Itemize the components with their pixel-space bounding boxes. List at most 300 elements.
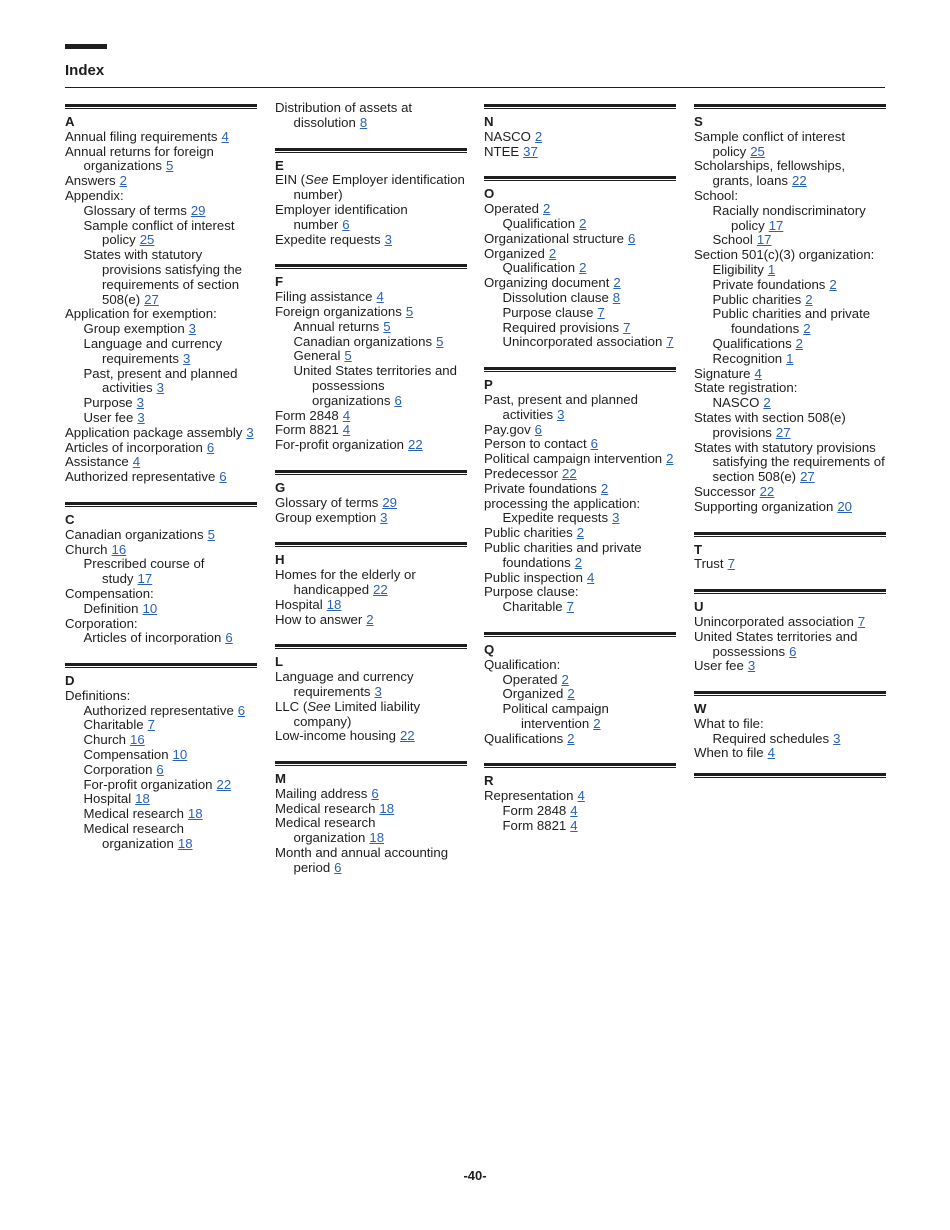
entry-label: Application package assembly xyxy=(65,424,243,440)
index-subentry xyxy=(694,278,886,293)
page-link[interactable]: 2 xyxy=(543,201,551,217)
index-entry xyxy=(484,541,676,571)
page-link[interactable]: 3 xyxy=(182,350,191,366)
index-subentry xyxy=(694,263,886,278)
index-entry xyxy=(65,470,257,485)
entry-label: Qualification: xyxy=(484,656,561,672)
page-link[interactable]: 5 xyxy=(405,303,414,319)
page-link[interactable]: 7 xyxy=(623,319,631,335)
page-link[interactable]: 37 xyxy=(523,143,538,159)
entry-label: Language and currency requirements xyxy=(275,669,414,699)
index-subentry xyxy=(65,718,257,733)
entry-label: Representation xyxy=(484,788,574,804)
page-link[interactable]: 2 xyxy=(534,128,543,144)
index-entry xyxy=(65,426,257,441)
index-entry xyxy=(275,787,467,802)
entry-label: Recognition xyxy=(712,350,783,366)
index-subentry xyxy=(694,307,886,337)
entry-label: Organized xyxy=(502,686,564,702)
index-entry xyxy=(694,441,886,485)
entry-label: For-profit organization xyxy=(275,437,405,453)
entry-label: State registration: xyxy=(694,380,798,396)
page-link[interactable]: 3 xyxy=(747,658,756,674)
page-link[interactable]: 2 xyxy=(593,715,601,731)
page-link[interactable]: 25 xyxy=(750,143,765,159)
page-link[interactable]: 2 xyxy=(366,611,374,627)
index-subentry xyxy=(65,411,257,426)
index-subentry xyxy=(65,733,257,748)
index-letter-heading: P xyxy=(484,377,493,393)
page-link[interactable]: 27 xyxy=(144,291,159,307)
index-entry xyxy=(275,670,467,700)
entry-label: Definitions: xyxy=(65,687,131,703)
entry-label: Medical research xyxy=(275,800,376,816)
entry-label: Predecessor xyxy=(484,465,559,481)
index-entry xyxy=(275,729,467,744)
page-link[interactable]: 4 xyxy=(132,454,141,470)
entry-label: Annual returns for foreign organizations xyxy=(65,143,214,174)
section-divider xyxy=(275,264,467,269)
index-entry xyxy=(275,598,467,613)
entry-label: Unincorporated association xyxy=(502,334,663,350)
page-link[interactable]: 2 xyxy=(574,554,583,570)
page-link[interactable]: 22 xyxy=(562,465,577,481)
entry-label: Purpose xyxy=(83,395,133,411)
index-letter-heading: Q xyxy=(484,641,495,657)
index-subentry xyxy=(484,217,676,232)
index-entry xyxy=(484,232,676,247)
index-entry xyxy=(275,568,467,598)
entry-label: Charitable xyxy=(502,599,563,615)
index-entry xyxy=(275,101,467,131)
section-gap xyxy=(694,515,886,529)
index-subentry xyxy=(65,322,257,337)
page-link[interactable]: 2 xyxy=(803,321,811,337)
index-subentry xyxy=(484,600,676,615)
entry-label: Employer identification number xyxy=(275,201,408,232)
page-link[interactable]: 6 xyxy=(534,421,543,437)
index-subentry xyxy=(484,321,676,336)
page-link[interactable]: 3 xyxy=(612,510,620,526)
page-link[interactable]: 7 xyxy=(566,599,574,615)
page-link[interactable]: 3 xyxy=(156,380,164,396)
page-link[interactable]: 8 xyxy=(359,114,368,130)
page-link[interactable]: 5 xyxy=(344,348,352,364)
entry-label: Person to contact xyxy=(484,436,587,452)
page-link[interactable]: 6 xyxy=(156,761,164,777)
page-link[interactable]: 6 xyxy=(342,216,350,232)
index-entry xyxy=(484,658,676,673)
section-divider xyxy=(275,470,467,475)
entry-label: Pay.gov xyxy=(484,421,531,437)
entry-label: Form 2848 xyxy=(502,803,567,819)
page-link[interactable]: 6 xyxy=(789,643,797,659)
entry-label: States with section 508(e) provisions xyxy=(694,409,846,440)
page-link[interactable]: 2 xyxy=(805,291,813,307)
section-gap xyxy=(275,627,467,641)
index-subentry xyxy=(694,233,886,248)
index-entry xyxy=(484,585,676,600)
index-entry xyxy=(484,482,676,497)
page-link[interactable]: 2 xyxy=(613,275,621,291)
entry-label: Operated xyxy=(502,671,558,687)
index-entry xyxy=(275,816,467,846)
entry-label: Expedite requests xyxy=(502,510,609,526)
entry-label: Church xyxy=(83,732,127,748)
entry-label: Past, present and planned activities xyxy=(83,365,238,396)
entry-label: Racially nondiscriminatory policy xyxy=(712,202,866,233)
index-entry xyxy=(484,276,676,291)
page-link[interactable]: 2 xyxy=(579,260,587,276)
page-link[interactable]: 4 xyxy=(754,365,762,381)
entry-label: United States territories and possessions xyxy=(694,628,858,659)
entry-label: Public charities xyxy=(712,291,802,307)
page-link[interactable]: 2 xyxy=(567,686,575,702)
entry-label: Filing assistance xyxy=(275,289,373,305)
entry-label: Political campaign intervention xyxy=(502,701,609,731)
page-link[interactable]: 22 xyxy=(792,173,807,189)
entry-label: Corporation xyxy=(83,761,153,777)
index-column-1 xyxy=(65,101,257,852)
index-subentry xyxy=(484,673,676,688)
index-entry xyxy=(65,455,257,470)
entry-label: Scholarships, fellowships, grants, loans xyxy=(694,158,845,189)
page-link[interactable]: 27 xyxy=(775,424,791,440)
index-entry xyxy=(484,145,676,160)
page-link[interactable]: 1 xyxy=(767,261,776,277)
page-link[interactable]: 18 xyxy=(326,596,342,612)
entry-see-reference: See xyxy=(307,698,331,714)
index-subentry xyxy=(484,511,676,526)
page-link[interactable]: 6 xyxy=(237,702,246,718)
entry-label: Qualifications xyxy=(484,730,564,746)
entry-label: EIN ( xyxy=(275,172,306,188)
page-link[interactable]: 3 xyxy=(136,395,144,411)
index-subentry xyxy=(65,822,257,852)
page-link[interactable]: 22 xyxy=(373,581,388,597)
page-link[interactable]: 22 xyxy=(759,483,775,499)
index-entry: EIN (See Employer identification number) xyxy=(275,172,465,203)
index-entry xyxy=(65,189,257,204)
page-link[interactable]: 25 xyxy=(139,232,155,248)
page-link[interactable]: 5 xyxy=(165,158,174,174)
index-entry xyxy=(275,496,467,511)
page-link[interactable]: 6 xyxy=(206,439,215,455)
index-subentry xyxy=(694,732,886,747)
entry-label: User fee xyxy=(83,409,134,425)
index-entry xyxy=(694,746,886,761)
index-subentry xyxy=(65,778,257,793)
page-link[interactable]: 17 xyxy=(137,571,153,587)
entry-label: Purpose clause xyxy=(502,304,594,320)
entry-label: Operated xyxy=(484,201,539,217)
index-subentry xyxy=(275,364,467,408)
page-link[interactable]: 4 xyxy=(342,422,351,438)
page-link[interactable]: 2 xyxy=(576,525,585,541)
entry-label: When to file xyxy=(694,745,764,761)
entry-label: School: xyxy=(694,187,738,203)
page-link[interactable]: 6 xyxy=(590,436,598,452)
index-entry xyxy=(65,689,257,704)
index-entry xyxy=(694,189,886,204)
index-column-4 xyxy=(694,101,886,778)
section-divider xyxy=(484,632,676,637)
index-letter-heading: G xyxy=(275,479,286,495)
entry-label: Qualifications xyxy=(712,335,792,351)
entry-label: Canadian organizations xyxy=(65,526,204,542)
page-link[interactable]: 4 xyxy=(376,289,384,305)
section-divider xyxy=(275,761,467,766)
entry-label: Qualification xyxy=(502,215,576,231)
page-link[interactable]: 2 xyxy=(666,451,674,467)
entry-label: Private foundations xyxy=(484,480,597,496)
index-subentry xyxy=(65,396,257,411)
section-gap xyxy=(484,350,676,364)
section-divider xyxy=(275,542,467,547)
page-link[interactable]: 3 xyxy=(384,231,392,247)
section-divider xyxy=(65,104,257,109)
index-subentry xyxy=(484,687,676,702)
index-entry xyxy=(484,732,676,747)
page-link[interactable]: 3 xyxy=(557,406,565,422)
index-entry xyxy=(694,485,886,500)
section-divider xyxy=(275,644,467,649)
entry-label: Sample conflict of interest policy xyxy=(83,217,235,248)
index-subentry xyxy=(65,807,257,822)
page-link[interactable]: 2 xyxy=(579,215,587,231)
entry-label: Organizing document xyxy=(484,275,610,291)
page-link[interactable]: 4 xyxy=(767,745,775,761)
entry-label: Purpose clause: xyxy=(484,584,579,600)
index-entry xyxy=(65,130,257,145)
page-link[interactable]: 8 xyxy=(612,289,621,305)
page-link[interactable]: 18 xyxy=(187,806,203,822)
page-link[interactable]: 5 xyxy=(383,318,391,334)
page-link[interactable]: 2 xyxy=(829,276,837,292)
page-link[interactable]: 18 xyxy=(379,800,395,816)
index-subentry xyxy=(694,204,886,234)
page-link[interactable]: 18 xyxy=(135,791,150,807)
section-divider xyxy=(694,691,886,696)
entry-label: Hospital xyxy=(275,596,323,612)
page-link[interactable]: 6 xyxy=(394,392,402,408)
entry-label: NASCO xyxy=(712,395,760,411)
index-subentry xyxy=(484,702,676,732)
page-link[interactable]: 2 xyxy=(561,671,569,687)
entry-label: Eligibility xyxy=(712,261,764,277)
page-title: Index xyxy=(65,62,105,79)
page-link[interactable]: 4 xyxy=(342,407,351,423)
page-link[interactable]: 5 xyxy=(207,526,215,542)
page-link[interactable]: 17 xyxy=(768,217,784,233)
entry-label: States with statutory provisions satisfying the requirements of section 508(e) xyxy=(694,439,885,485)
index-subentry xyxy=(65,763,257,778)
page-link[interactable]: 7 xyxy=(597,304,605,320)
index-subentry xyxy=(694,337,886,352)
entry-label: User fee xyxy=(694,658,744,674)
section-gap xyxy=(694,674,886,688)
page-link[interactable]: 7 xyxy=(666,334,674,350)
index-subentry xyxy=(65,337,257,367)
section-divider xyxy=(484,763,676,768)
index-subentry xyxy=(484,335,676,350)
index-entry xyxy=(275,613,467,628)
entry-label: Medical research xyxy=(83,806,184,822)
page-link[interactable]: 6 xyxy=(371,785,379,801)
index-subentry xyxy=(275,335,467,350)
index-subentry xyxy=(65,204,257,219)
index-subentry xyxy=(65,792,257,807)
entry-label: Assistance xyxy=(65,454,129,470)
index-entry xyxy=(694,411,886,441)
index-entry xyxy=(694,367,886,382)
page-link[interactable]: 6 xyxy=(334,859,342,875)
entry-label: Low-income housing xyxy=(275,728,396,744)
section-divider xyxy=(65,663,257,668)
page-link[interactable]: 18 xyxy=(369,830,385,846)
page-link[interactable]: 4 xyxy=(570,817,578,833)
entry-label: Authorized representative xyxy=(83,702,234,718)
entry-label: Form 8821 xyxy=(502,817,567,833)
page-link[interactable]: 22 xyxy=(399,728,415,744)
index-letter-heading: L xyxy=(275,654,284,670)
index-letter-heading: H xyxy=(275,552,285,568)
section-divider xyxy=(694,104,886,109)
page-link[interactable]: 2 xyxy=(763,395,771,411)
page-link[interactable]: 6 xyxy=(225,630,233,646)
page-link[interactable]: 29 xyxy=(382,494,397,510)
index-entry xyxy=(275,438,467,453)
entry-label: Medical research organization xyxy=(83,821,184,851)
page-link[interactable]: 22 xyxy=(408,437,423,453)
entry-label: Month and annual accounting period xyxy=(275,845,449,875)
index-entry xyxy=(275,305,467,320)
entry-label: Glossary of terms xyxy=(275,494,379,510)
page-link[interactable]: 3 xyxy=(246,424,254,440)
page-link[interactable]: 6 xyxy=(628,230,636,246)
section-divider xyxy=(65,502,257,507)
index-subentry xyxy=(484,804,676,819)
entry-label: NASCO xyxy=(484,128,531,144)
page-link[interactable]: 3 xyxy=(137,409,145,425)
page-link[interactable]: 6 xyxy=(219,469,227,485)
index-letter-heading: E xyxy=(275,157,284,173)
index-subentry xyxy=(65,631,257,646)
page-link[interactable]: 22 xyxy=(216,776,232,792)
entry-label: processing the application: xyxy=(484,495,641,511)
index-letter-heading: C xyxy=(65,511,75,527)
page-link[interactable]: 10 xyxy=(142,600,158,616)
page-link[interactable]: 16 xyxy=(130,732,145,748)
page-link[interactable]: 3 xyxy=(188,321,197,337)
page-link[interactable]: 2 xyxy=(548,245,557,261)
page-link[interactable]: 2 xyxy=(119,173,127,189)
index-subentry xyxy=(65,557,257,587)
page-link[interactable]: 10 xyxy=(172,747,188,763)
page-link[interactable]: 1 xyxy=(786,350,794,366)
page-link[interactable]: 5 xyxy=(436,333,444,349)
entry-label: What to file: xyxy=(694,715,764,731)
index-entry xyxy=(65,528,257,543)
index-subentry xyxy=(484,291,676,306)
index-entry xyxy=(484,467,676,482)
page-link[interactable]: 2 xyxy=(567,730,575,746)
entry-label: Charitable xyxy=(83,717,144,733)
page-link[interactable]: 2 xyxy=(795,335,804,351)
section-gap xyxy=(275,744,467,758)
entry-label: Appendix: xyxy=(65,187,124,203)
entry-label: Distribution of assets at dissolution xyxy=(275,100,413,130)
page-link[interactable]: 20 xyxy=(837,498,852,514)
entry-label: LLC ( xyxy=(275,698,308,714)
page-link[interactable]: 7 xyxy=(857,613,866,629)
entry-label: Private foundations xyxy=(712,276,826,292)
index-letter-heading: R xyxy=(484,773,494,789)
page-link[interactable]: 16 xyxy=(111,541,127,557)
page-link[interactable]: 27 xyxy=(800,469,815,485)
entry-label: Medical research organization xyxy=(275,815,376,846)
entry-label: Articles of incorporation xyxy=(83,630,222,646)
page-link[interactable]: 4 xyxy=(221,128,229,144)
page-link[interactable]: 7 xyxy=(727,556,735,572)
page-link[interactable]: 4 xyxy=(577,788,585,804)
page-number: -40- xyxy=(463,1168,487,1183)
section-gap xyxy=(275,453,467,467)
page-link[interactable]: 3 xyxy=(833,730,841,746)
page-link[interactable]: 2 xyxy=(600,480,609,496)
index-entry xyxy=(694,248,886,263)
index-letter-heading: W xyxy=(694,701,707,717)
index-subentry xyxy=(65,704,257,719)
page-link[interactable]: 29 xyxy=(190,202,206,218)
index-entry xyxy=(65,174,257,189)
entry-label: General xyxy=(293,348,341,364)
index-subentry xyxy=(484,306,676,321)
page-link[interactable]: 17 xyxy=(756,232,772,248)
index-entry xyxy=(694,659,886,674)
index-letter-heading: D xyxy=(65,673,75,689)
section-divider xyxy=(484,104,676,109)
index-entry xyxy=(694,615,886,630)
index-subentry xyxy=(694,352,886,367)
index-letter-heading: U xyxy=(694,599,704,615)
entry-label: United States territories and possessions organizations xyxy=(293,363,457,408)
index-entry xyxy=(484,393,676,423)
entry-label: Annual filing requirements xyxy=(65,128,218,144)
section-gap xyxy=(65,485,257,499)
index-subentry xyxy=(65,748,257,763)
index-subentry xyxy=(694,396,886,411)
entry-label: Political campaign intervention xyxy=(484,451,663,467)
page-link[interactable]: 4 xyxy=(586,569,595,585)
index-column-2 xyxy=(275,101,467,876)
entry-label: Past, present and planned activities xyxy=(484,391,638,422)
page-link[interactable]: 7 xyxy=(147,717,155,733)
index-entry xyxy=(694,381,886,396)
page-link[interactable]: 3 xyxy=(374,683,382,699)
index-entry xyxy=(275,290,467,305)
page-link[interactable]: 4 xyxy=(570,803,578,819)
index-entry xyxy=(65,441,257,456)
section-divider xyxy=(694,589,886,594)
section-divider xyxy=(694,532,886,537)
entry-label: Application for exemption: xyxy=(65,306,217,322)
index-entry: LLC (See Limited liability company) xyxy=(275,698,421,729)
page-link[interactable]: 18 xyxy=(177,835,193,851)
page-link[interactable]: 3 xyxy=(380,509,388,525)
index-entry xyxy=(484,789,676,804)
index-letter-heading: S xyxy=(694,114,703,129)
